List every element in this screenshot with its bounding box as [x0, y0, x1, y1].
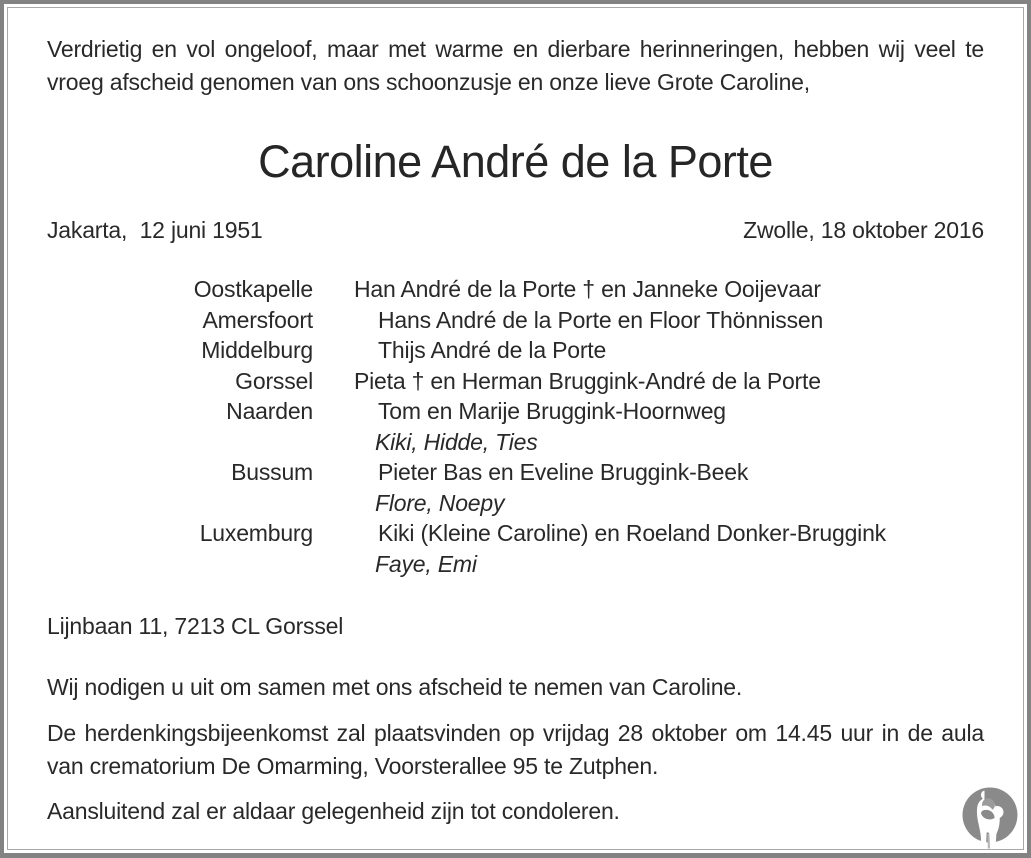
condolence-note: Aansluitend zal er aldaar gelegenheid zijn tot condoleren. [47, 798, 620, 824]
family-names: Tom en Marije Bruggink-Hoornweg [378, 398, 726, 424]
family-city: Middelburg [201, 337, 313, 363]
family-row [47, 305, 984, 336]
family-city [47, 549, 313, 580]
family-city: Gorssel [235, 367, 313, 394]
dates-row [47, 214, 984, 247]
family-names: Pieta † en Herman Bruggink-André de la Porte [354, 367, 821, 394]
obituary-card [7, 7, 1024, 850]
deceased-name: Caroline André de la Porte [258, 136, 773, 187]
family-city [47, 427, 313, 458]
family-names: Hans André de la Porte en Floor Thönnissen [378, 306, 824, 333]
family-city: Oostkapelle [193, 276, 313, 302]
ceremony-details: De herdenkingsbijeenkomst zal plaatsvinden op vrijdag 28 oktober om 14.45 uur in de aula van crematorium De Omarming, Voorsterallee 95 te Zutphen. [47, 720, 984, 779]
family-city: Amersfoort [202, 306, 313, 333]
family-grandchildren: Kiki, Hidde, Ties [375, 428, 538, 455]
embracing-figures-logo [961, 787, 1019, 849]
family-row [47, 366, 984, 397]
family-row [47, 549, 984, 580]
family-names: Han André de la Porte † en Janneke Ooijevaar [354, 276, 821, 302]
death-place-date: Zwolle, 18 oktober 2016 [743, 217, 984, 243]
family-row [47, 488, 984, 519]
family-city: Naarden [226, 398, 313, 424]
family-list [47, 274, 984, 579]
family-city [47, 488, 313, 519]
family-row [47, 518, 984, 549]
birth-place-date: Jakarta, 12 juni 1951 [47, 217, 263, 243]
family-row [47, 396, 984, 427]
family-row [47, 335, 984, 366]
home-address: Lijnbaan 11, 7213 CL Gorssel [47, 613, 344, 639]
obituary-content [8, 8, 1023, 828]
family-names: Kiki (Kleine Caroline) en Roeland Donker-Bruggink [378, 520, 886, 546]
family-row [47, 274, 984, 305]
family-row [47, 427, 984, 458]
invitation-text: Wij nodigen u uit om samen met ons afscheid te nemen van Caroline. [47, 674, 743, 700]
family-names: Thijs André de la Porte [378, 337, 607, 363]
family-row [47, 457, 984, 488]
family-grandchildren: Flore, Noepy [375, 489, 505, 516]
intro-text: Verdrietig en vol ongeloof, maar met warme en dierbare herinneringen, hebben wij veel te vroeg afscheid genomen van ons schoonzusje en onze lieve Grote Caroline, [47, 36, 984, 95]
family-city: Luxemburg [199, 520, 313, 546]
family-city: Bussum [231, 459, 313, 485]
family-names: Pieter Bas en Eveline Bruggink-Beek [378, 459, 749, 485]
family-grandchildren: Faye, Emi [375, 550, 477, 577]
